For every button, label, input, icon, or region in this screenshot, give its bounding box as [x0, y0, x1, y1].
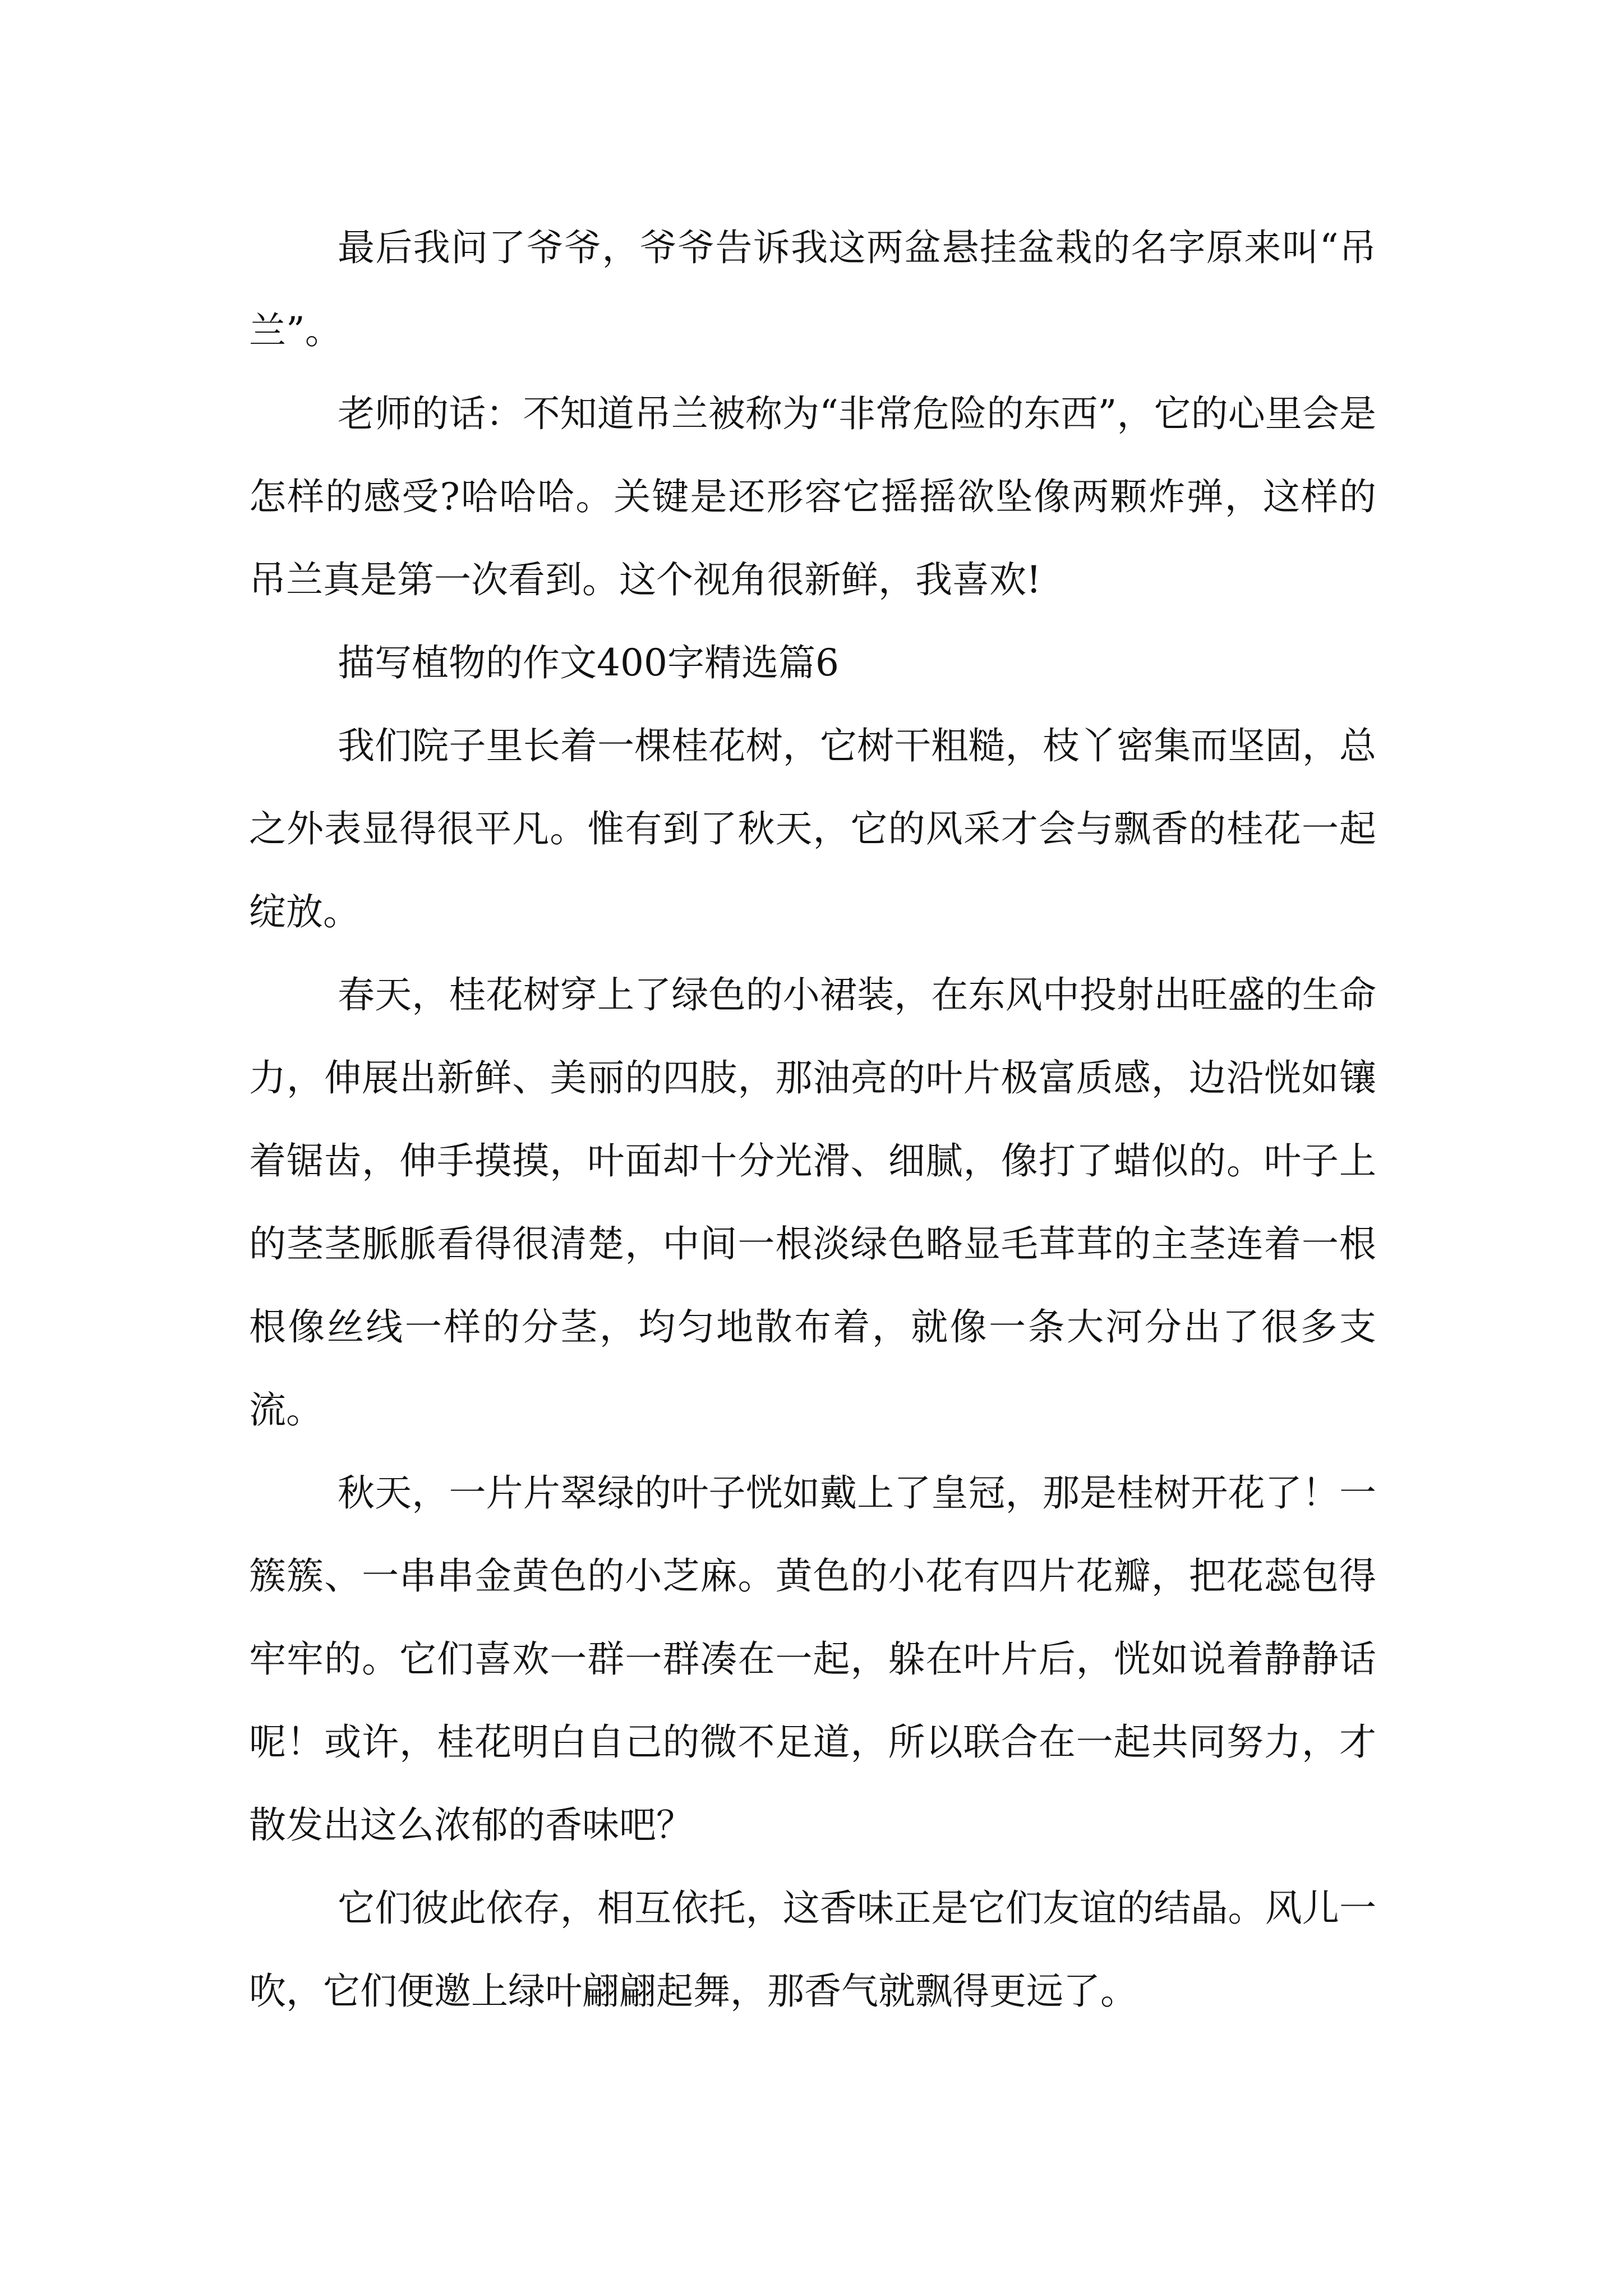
- paragraph-diaolan-name: 最后我问了爷爷，爷爷告诉我这两盆悬挂盆栽的名字原来叫“吊兰”。: [249, 226, 1376, 352]
- paragraph-teacher-comment: 老师的话：不知道吊兰被称为“非常危险的东西”，它的心里会是怎样的感受?哈哈哈。关键是还形容它摇摇欲坠像两颗炸弹，这样的吊兰真是第一次看到。这个视角很新鲜，我喜欢!: [249, 392, 1376, 601]
- paragraph-autumn: 秋天，一片片翠绿的叶子恍如戴上了皇冠，那是桂树开花了！一簇簇、一串串金黄色的小芝麻。黄色的小花有四片花瓣，把花蕊包得牢牢的。它们喜欢一群一群凑在一起，躲在叶片后，恍如说着静静话呢！或许，桂花明白自己的微不足道，所以联合在一起共同努力，才散发出这么浓郁的香味吧？: [249, 1471, 1376, 1847]
- paragraph-osmanthus-intro: 我们院子里长着一棵桂花树，它树干粗糙，枝丫密集而坚固，总之外表显得很平凡。惟有到了秋天，它的风采才会与飘香的桂花一起绽放。: [249, 724, 1376, 933]
- paragraph-friendship: 它们彼此依存，相互依托，这香味正是它们友谊的结晶。风儿一吹，它们便邀上绿叶翩翩起舞，那香气就飘得更远了。: [249, 1887, 1376, 2013]
- paragraph-spring: 春天，桂花树穿上了绿色的小裙装，在东风中投射出旺盛的生命力，伸展出新鲜、美丽的四肢，那油亮的叶片极富质感，边沿恍如镶着锯齿，伸手摸摸，叶面却十分光滑、细腻，像打了蜡似的。叶子上的茎茎脈脈看得很清楚，中间一根淡绿色略显毛茸茸的主茎连着一根根像丝线一样的分茎，均匀地散布着，就像一条大河分出了很多支流。: [249, 973, 1376, 1432]
- document-body: [249, 206, 1376, 2033]
- section-heading: 描写植物的作文400字精选篇6: [338, 641, 839, 684]
